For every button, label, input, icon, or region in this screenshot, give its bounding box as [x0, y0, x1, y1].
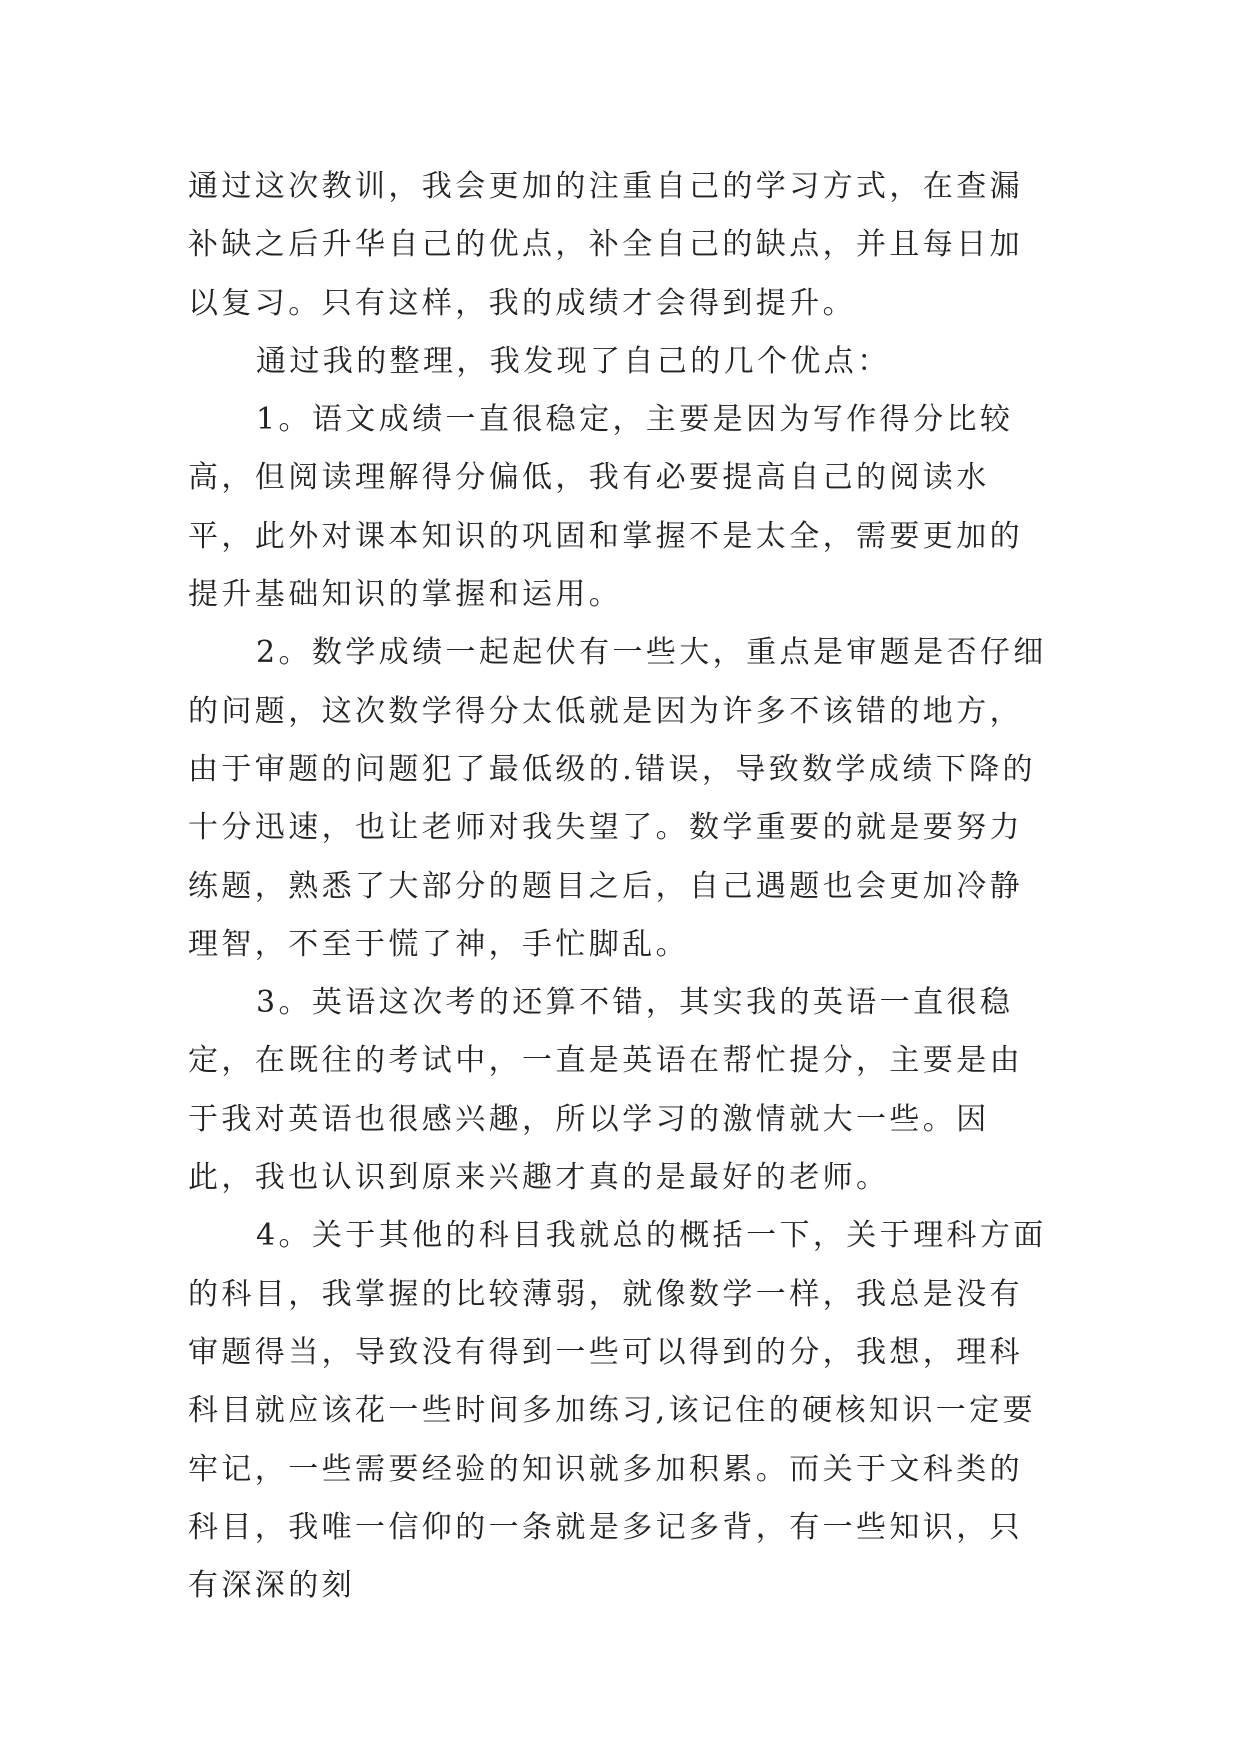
paragraph-item-2: 2。数学成绩一起起伏有一些大，重点是审题是否仔细的问题，这次数学得分太低就是因为许多不该错的地方，由于审题的问题犯了最低级的.错误，导致数学成绩下降的十分迅速，也让老师对我失望了。数学重要的就是要努力练题，熟悉了大部分的题目之后，自己遇题也会更加冷静理智，不至于慌了神，手忙脚乱。: [188, 635, 1047, 962]
paragraph-item-3: 3。英语这次考的还算不错，其实我的英语一直很稳定，在既往的考试中，一直是英语在帮忙提分，主要是由于我对英语也很感兴趣，所以学习的激情就大一些。因此，我也认识到原来兴趣才真的是最好的老师。: [188, 985, 1023, 1196]
paragraph-item-4: 4。关于其他的科目我就总的概括一下，关于理科方面的科目，我掌握的比较薄弱，就像数学一样，我总是没有审题得当，导致没有得到一些可以得到的分，我想，理科科目就应该花一些时间多加练习,该记住的硬核知识一定要牢记，一些需要经验的知识就多加积累。而关于文科类的科目，我唯一信仰的一条就是多记多背，有一些知识，只有深深的刻: [188, 1218, 1047, 1604]
body-text: [188, 158, 1054, 1615]
paragraph-continuation: 通过这次教训，我会更加的注重自己的学习方式，在查漏补缺之后升华自己的优点，补全自己的缺点，并且每日加以复习。只有这样，我的成绩才会得到提升。: [188, 169, 1023, 321]
paragraph-item-1: 1。语文成绩一直很稳定，主要是因为写作得分比较高，但阅读理解得分偏低，我有必要提高自己的阅读水平，此外对课本知识的巩固和掌握不是太全，需要更加的提升基础知识的掌握和运用。: [188, 402, 1023, 613]
paragraph-intro: 通过我的整理，我发现了自己的几个优点：: [256, 343, 891, 379]
